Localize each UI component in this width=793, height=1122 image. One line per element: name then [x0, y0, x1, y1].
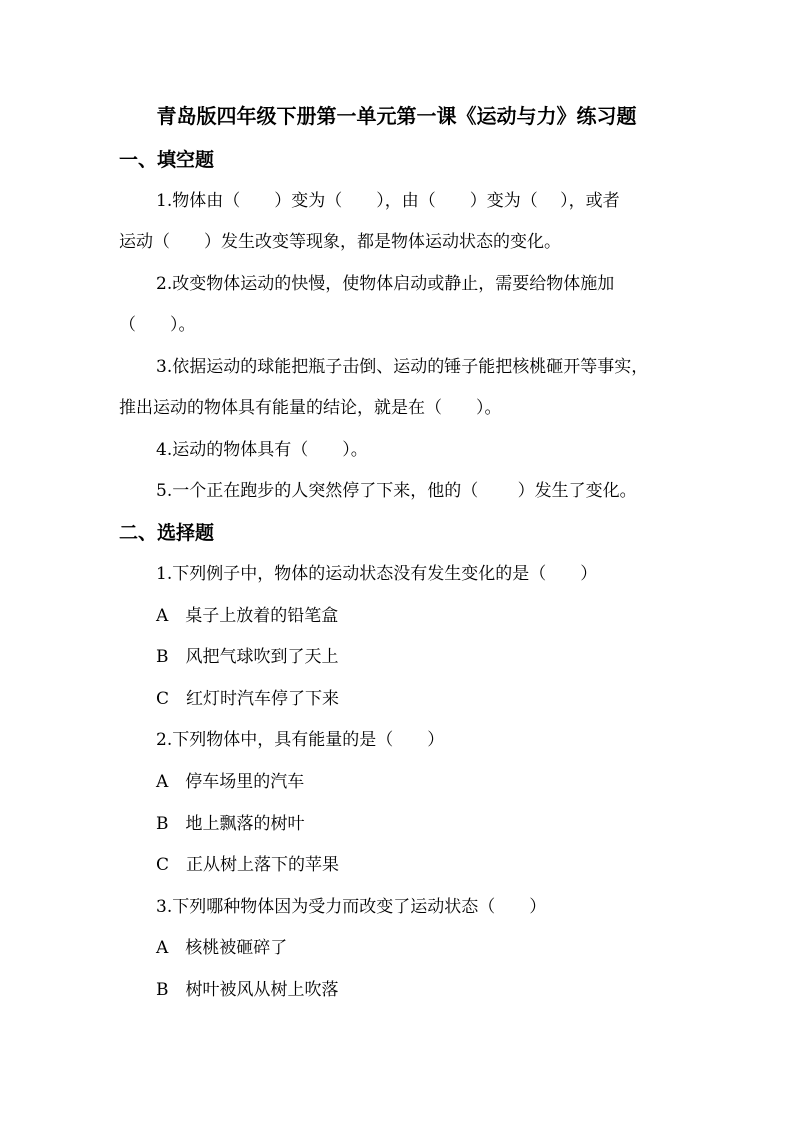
- choice-3-option-a: A 核桃被砸碎了: [156, 938, 288, 958]
- choice-1-option-b: B 风把气球吹到了天上: [156, 647, 339, 667]
- question-2-line-1: 2.改变物体运动的快慢，使物体启动或静止，需要给物体施加: [156, 274, 615, 294]
- choice-question-1: 1.下列例子中，物体的运动状态没有发生变化的是（ ）: [156, 564, 598, 584]
- choice-3-option-b: B 树叶被风从树上吹落: [156, 980, 339, 1000]
- section-heading-fill-in: 一、填空题: [119, 149, 215, 171]
- choice-1-option-a: A 桌子上放着的铅笔盒: [156, 606, 339, 626]
- question-4: 4.运动的物体具有（ ）。: [156, 440, 368, 460]
- choice-2-option-c: C 正从树上落下的苹果: [156, 855, 340, 875]
- choice-2-option-a: A 停车场里的汽车: [156, 772, 305, 792]
- question-3-line-1: 3.依据运动的球能把瓶子击倒、运动的锤子能把核桃砸开等事实，: [156, 357, 649, 377]
- section-heading-multiple-choice: 二、选择题: [119, 522, 215, 544]
- question-1-line-1: 1.物体由（ ）变为（ ），由（ ）变为（ ），或者: [156, 191, 620, 211]
- choice-question-2: 2.下列物体中，具有能量的是（ ）: [156, 730, 445, 750]
- question-3-line-2: 推出运动的物体具有能量的结论，就是在（ ）。: [119, 398, 502, 418]
- choice-1-option-c: C 红灯时汽车停了下来: [156, 689, 340, 709]
- choice-question-3: 3.下列哪种物体因为受力而改变了运动状态（ ）: [156, 897, 547, 917]
- question-2-line-2: （ ）。: [119, 315, 196, 335]
- question-1-line-2: 运动（ ）发生改变等现象，都是物体运动状态的变化。: [119, 232, 561, 252]
- choice-2-option-b: B 地上飘落的树叶: [156, 814, 305, 834]
- document-title: 青岛版四年级下册第一单元第一课《运动与力》练习题: [156, 104, 637, 128]
- question-5: 5.一个正在跑步的人突然停了下来，他的（ ）发生了变化。: [156, 481, 637, 501]
